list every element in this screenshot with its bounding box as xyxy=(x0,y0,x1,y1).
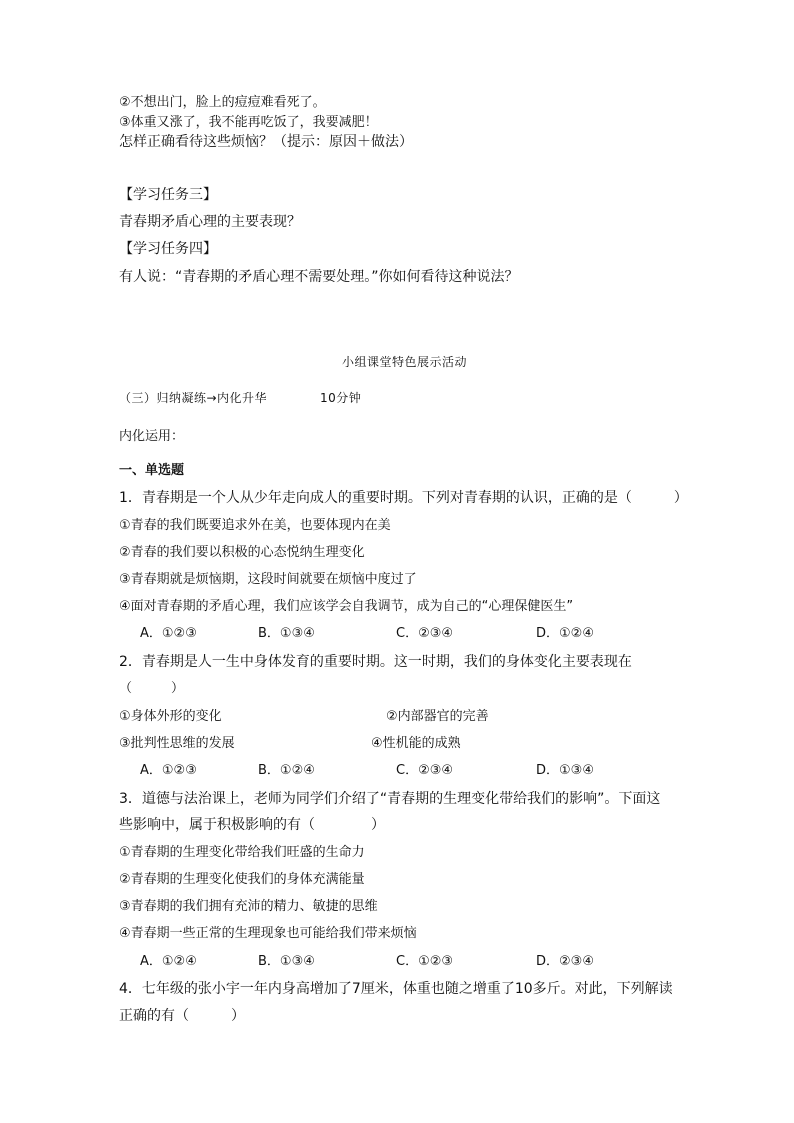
question-2-item-4: ④性机能的成熟 xyxy=(371,736,461,751)
task3-question: 青春期矛盾心理的主要表现？ xyxy=(119,214,301,230)
question-1-item-3: ③青春期就是烦恼期，这段时间就要在烦恼中度过了 xyxy=(119,572,417,587)
part1-title: 一、单选题 xyxy=(119,463,185,478)
question-2-item-1: ①身体外形的变化 xyxy=(119,709,222,724)
question-3-option-c: C．①②③ xyxy=(396,954,454,969)
question-3-item-1: ①青春期的生理变化带给我们旺盛的生命力 xyxy=(119,845,365,860)
trouble-item-2: ②不想出门，脸上的痘痘难看死了。 xyxy=(119,95,326,110)
trouble-question: 怎样正确看待这些烦恼？（提示：原因＋做法） xyxy=(119,134,413,150)
question-3-item-4: ④青春期一些正常的生理现象也可能给我们带来烦恼 xyxy=(119,926,417,941)
question-3-item-3: ③青春期的我们拥有充沛的精力、敏捷的思维 xyxy=(119,899,378,914)
internal-use-label: 内化运用： xyxy=(119,429,185,444)
question-2-option-c: C．②③④ xyxy=(396,763,454,778)
question-2-stem: 2．青春期是人一生中身体发育的重要时期。这一时期，我们的身体变化主要表现在 xyxy=(119,654,632,670)
question-2-option-d: D．①③④ xyxy=(536,763,594,778)
task4-question: 有人说：“青春期的矛盾心理不需要处理。”你如何看待这种说法？ xyxy=(119,269,519,285)
question-1-stem: 1．青春期是一个人从少年走向成人的重要时期。下列对青春期的认识，正确的是（ ） xyxy=(119,490,688,506)
question-3-stem-line2: 些影响中，属于积极影响的有（ ） xyxy=(119,817,385,833)
question-1-option-d: D．①②④ xyxy=(536,626,594,641)
question-2-option-b: B．①②④ xyxy=(258,763,315,778)
question-3-item-2: ②青春期的生理变化使我们的身体充满能量 xyxy=(119,872,365,887)
section3-time: 10分钟 xyxy=(320,391,362,405)
section3-label: （三）归纳凝练→内化升华 xyxy=(119,391,268,405)
question-3-option-b: B．①③④ xyxy=(258,954,315,969)
question-3-option-d: D．②③④ xyxy=(536,954,594,969)
question-4-stem-line2: 正确的有（ ） xyxy=(119,1008,245,1024)
activity-title: 小组课堂特色展示活动 xyxy=(342,355,468,369)
question-4-stem: 4．七年级的张小宇一年内身高增加了7厘米，体重也随之增重了10多斤。对此，下列解读 xyxy=(119,981,673,997)
question-2-option-a: A．①②③ xyxy=(140,763,197,778)
question-2-item-2: ②内部器官的完善 xyxy=(386,709,489,724)
question-1-item-4: ④面对青春期的矛盾心理，我们应该学会自我调节，成为自己的“心理保健医生” xyxy=(119,599,574,614)
question-1-option-a: A．①②③ xyxy=(140,626,197,641)
question-3-option-a: A．①②④ xyxy=(140,954,197,969)
question-1-item-2: ②青春的我们要以积极的心态悦纳生理变化 xyxy=(119,545,365,560)
trouble-item-3: ③体重又涨了，我不能再吃饭了，我要减肥！ xyxy=(119,115,378,130)
question-3-stem: 3．道德与法治课上，老师为同学们介绍了“青春期的生理变化带给我们的影响”。下面这 xyxy=(119,791,661,807)
task3-heading: 【学习任务三】 xyxy=(119,187,217,203)
task4-heading: 【学习任务四】 xyxy=(119,241,217,257)
question-1-option-b: B．①③④ xyxy=(258,626,315,641)
question-1-item-1: ①青春的我们既要追求外在美，也要体现内在美 xyxy=(119,518,391,533)
question-2-stem-paren: （ ） xyxy=(119,681,185,696)
question-1-option-c: C．②③④ xyxy=(396,626,454,641)
question-2-item-3: ③批判性思维的发展 xyxy=(119,736,235,751)
